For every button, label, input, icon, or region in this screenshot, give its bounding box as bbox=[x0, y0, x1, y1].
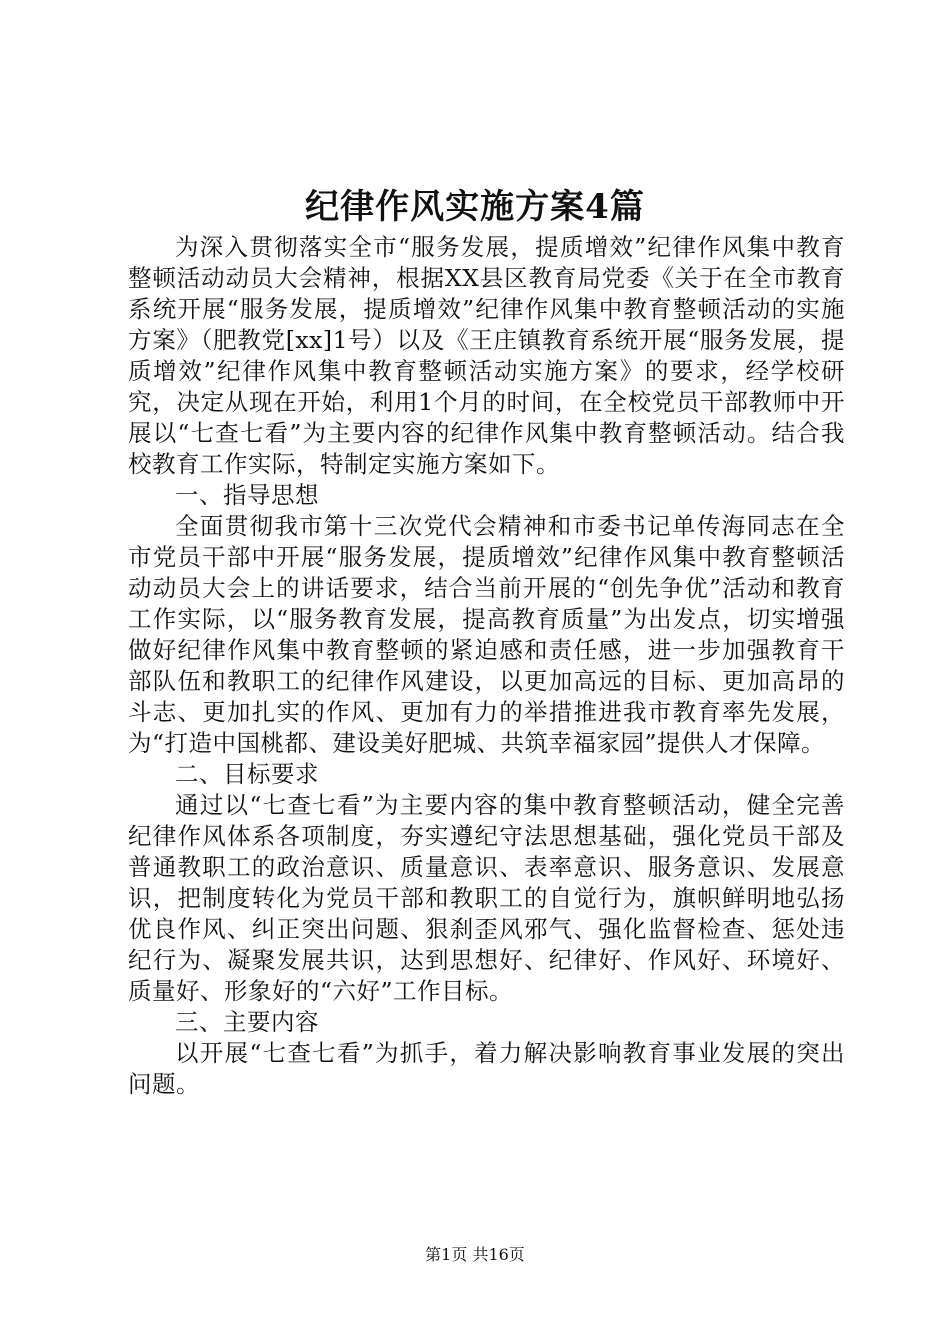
paragraph-main-content: 以开展“七查七看”为抓手，着力解决影响教育事业发展的突出问题。 bbox=[128, 1039, 845, 1098]
page-footer: 第1页 共16页 bbox=[425, 1245, 525, 1264]
paragraph-intro: 为深入贯彻落实全市“服务发展，提质增效”纪律作风集中教育整顿活动动员大会精神，根据XX县区教育局党委《关于在全市教育系统开展“服务发展，提质增效”纪律作风集中教育整顿活动的实施方案》（肥教党[xx]1号）以及《王庄镇教育系统开展“服务发展，提质增效”纪律作风集中教育整顿活动实施方案》的要求，经学校研究，决定从现在开始，利用1个月的时间，在全校党员干部教师中开展以“七查七看”为主要内容的纪律作风集中教育整顿活动。结合我校教育工作实际，特制定实施方案如下。 bbox=[128, 233, 845, 478]
section-heading-main-content: 三、主要内容 bbox=[175, 1008, 319, 1036]
document-body bbox=[128, 232, 845, 1100]
paragraph-goals: 通过以“七查七看”为主要内容的集中教育整顿活动，健全完善纪律作风体系各项制度，夯实遵纪守法思想基础，强化党员干部及普通教职工的政治意识、质量意识、表率意识、服务意识、发展意识，把制度转化为党员干部和教职工的自觉行为，旗帜鲜明地弘扬优良作风、纠正突出问题、狠刹歪风邪气、强化监督检查、惩处违纪行为、凝聚发展共识，达到思想好、纪律好、作风好、环境好、质量好、形象好的“六好”工作目标。 bbox=[128, 791, 845, 1005]
paragraph-guiding-thought: 全面贯彻我市第十三次党代会精神和市委书记单传海同志在全市党员干部中开展“服务发展，提质增效”纪律作风集中教育整顿活动动员大会上的讲话要求，结合当前开展的“创先争优”活动和教育工作实际，以“服务教育发展，提高教育质量”为出发点，切实增强做好纪律作风集中教育整顿的紧迫感和责任感，进一步加强教育干部队伍和教职工的纪律作风建设，以更加高远的目标、更加高昂的斗志、更加扎实的作风、更加有力的举措推进我市教育率先发展，为“打造中国桃都、建设美好肥城、共筑幸福家园”提供人才保障。 bbox=[128, 512, 845, 757]
section-heading-guiding-thought: 一、指导思想 bbox=[175, 481, 319, 509]
section-heading-goals: 二、目标要求 bbox=[175, 760, 319, 788]
document-title: 纪律作风实施方案4篇 bbox=[305, 187, 645, 227]
